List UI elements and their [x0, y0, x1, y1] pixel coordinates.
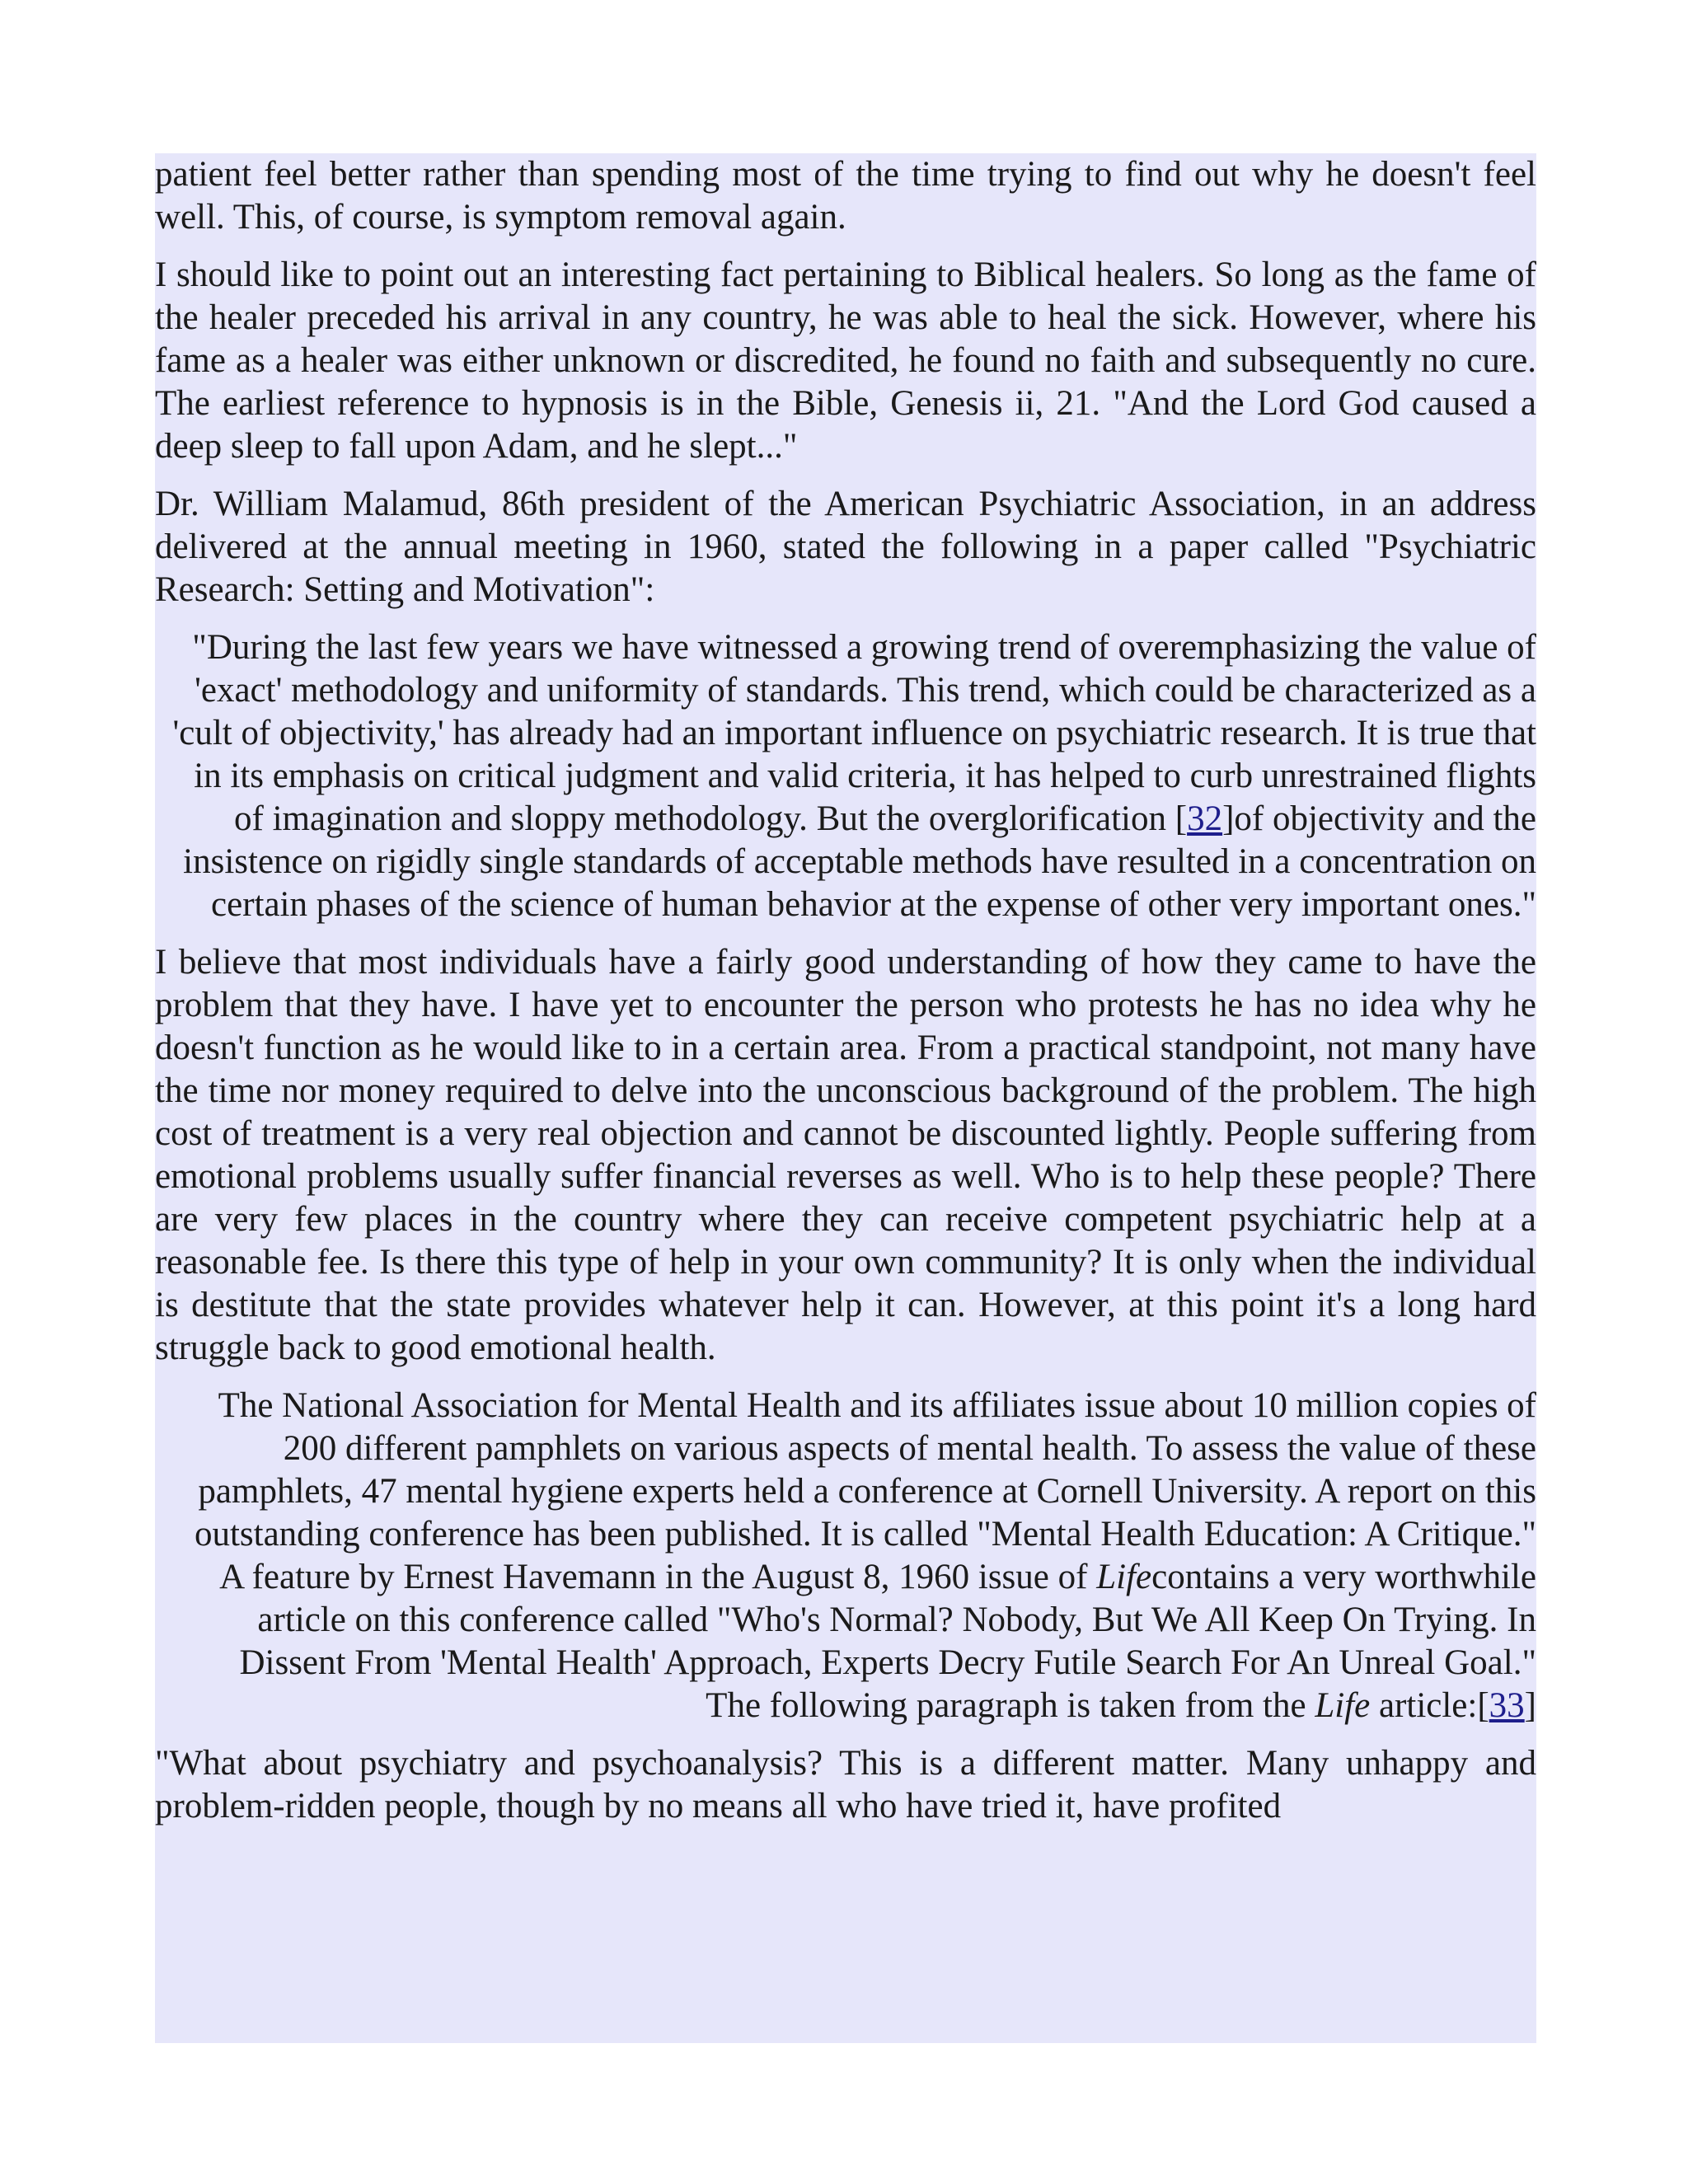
footnote-ref-32-close: ] — [1222, 799, 1235, 838]
footnote-ref-32-open: [ — [1175, 799, 1188, 838]
life-magazine-title-1: Life — [1096, 1558, 1152, 1596]
quote-malamud — [155, 626, 1536, 926]
life-magazine-title-2: Life — [1315, 1686, 1371, 1725]
page-body — [155, 153, 1536, 2043]
paragraph-cost-of-treatment: I believe that most individuals have a fairly good understanding of how they came to have the problem that they have. I have yet to encounter the person who protests he has no idea why he doesn't function as he would like to in a certain area. From a practical standpoint, not many have the time nor money required to delve into the unconscious background of the problem. The high cost of treatment is a very real objection and cannot be discounted lightly. People suffering from emotional problems usually suffer financial reverses as well. Who is to help these people? There are very few places in the country where they can receive competent psychiatric help at a reasonable fee. Is there this type of help in your own community? It is only when the individual is destitute that the state provides whatever help it can. However, at this point it's a long hard struggle back to good emotional health. — [155, 943, 1536, 1367]
quote-malamud-text-b: of objectivity and the insistence on rigidly single standards of acceptable methods have resulted in a concentration on certain phases of the science of human behavior at the expense of other very important ones." — [183, 799, 1536, 924]
document-text — [155, 153, 1536, 1828]
footnote-link-32[interactable]: 32 — [1187, 799, 1223, 838]
paragraph-malamud-intro: Dr. William Malamud, 86th president of the American Psychiatric Association, in an address delivered at the annual meeting in 1960, stated the following in a paper called "Psychiatric Research: Setting and Motivation": — [155, 485, 1536, 609]
quote-malamud-text-a: "During the last few years we have witnessed a growing trend of overemphasizing the value of 'exact' methodology and uniformity of standards. This trend, which could be characterized as a 'cult of objectivity,' has already had an important influence on psychiatric research. It is true that in its emphasis on critical judgment and valid criteria, it has helped to curb unrestrained flights of imagination and sloppy methodology. But the overglorification — [172, 628, 1536, 838]
paragraph-association-text-a: The National Association for Mental Health and its affiliates issue about 10 million copies of 200 different pamphlets on various aspects of mental health. To assess the value of these pamphlets, 47 mental hygiene experts held a conference at Cornell University. A report on this outstanding conference has been published. It is called "Mental Health Education: A Critique." A feature by Ernest Havemann in the August 8, 1960 issue of — [194, 1386, 1536, 1596]
footnote-ref-33-close: ] — [1524, 1686, 1536, 1725]
paragraph-association-text-b: contains a very worthwhile article on this conference called "Who's Normal? Nobody, But We All Keep On Trying. In Dissent From 'Mental Health' Approach, Experts Decry Futile Search For An Unreal Goal." The following paragraph is taken from the — [239, 1558, 1536, 1725]
footnote-ref-33-open: [ — [1477, 1686, 1489, 1725]
paragraph-biblical-healers: I should like to point out an interesting fact pertaining to Biblical healers. So long as the fame of the healer preceded his arrival in any country, he was able to heal the sick. However, where his fame as a healer was either unknown or discredited, he found no faith and subsequently no cure. The earliest reference to hypnosis is in the Bible, Genesis ii, 21. "And the Lord God caused a deep sleep to fall upon Adam, and he slept..." — [155, 255, 1536, 466]
paragraph-association-text-c: article: — [1370, 1686, 1478, 1725]
paragraph-symptom-removal: patient feel better rather than spending most of the time trying to find out why he doesn't feel well. This, of course, is symptom removal again. — [155, 155, 1536, 237]
paragraph-mental-health-association — [155, 1385, 1536, 1727]
paragraph-psychiatry-question: "What about psychiatry and psychoanalysis? This is a different matter. Many unhappy and problem-ridden people, though by no means all who have tried it, have profited — [155, 1744, 1536, 1825]
footnote-link-33[interactable]: 33 — [1489, 1686, 1525, 1725]
